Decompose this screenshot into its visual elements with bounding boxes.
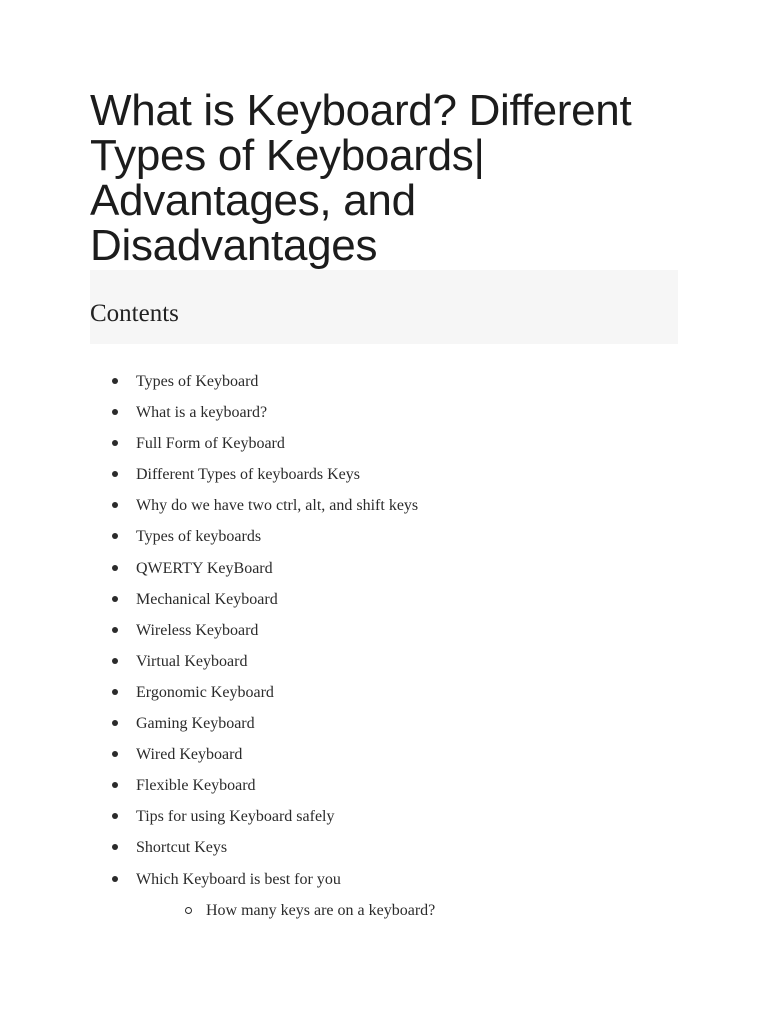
toc-item-label[interactable]: Full Form of Keyboard xyxy=(136,435,285,453)
toc-item[interactable] xyxy=(108,677,668,708)
bullet-icon xyxy=(112,440,118,446)
table-of-contents xyxy=(108,366,668,926)
bullet-icon xyxy=(112,658,118,664)
bullet-icon xyxy=(112,751,118,757)
bullet-icon xyxy=(112,720,118,726)
bullet-icon xyxy=(112,502,118,508)
bullet-icon xyxy=(112,876,118,882)
page-title: What is Keyboard? Different Types of Keyboards| Advantages, and Disadvantages xyxy=(90,86,632,270)
toc-item[interactable] xyxy=(108,708,668,739)
toc-item[interactable] xyxy=(108,366,668,397)
bullet-icon xyxy=(112,813,118,819)
toc-item-label[interactable]: Tips for using Keyboard safely xyxy=(136,808,335,826)
toc-item[interactable] xyxy=(108,770,668,801)
bullet-icon xyxy=(112,844,118,850)
bullet-icon xyxy=(112,782,118,788)
toc-sub-item[interactable] xyxy=(108,895,668,926)
toc-item[interactable] xyxy=(108,739,668,770)
bullet-icon xyxy=(112,627,118,633)
toc-item-label[interactable]: QWERTY KeyBoard xyxy=(136,559,273,577)
toc-item-label[interactable]: Flexible Keyboard xyxy=(136,777,256,795)
toc-item-label[interactable]: Mechanical Keyboard xyxy=(136,590,278,608)
toc-item[interactable] xyxy=(108,459,668,490)
bullet-icon xyxy=(112,596,118,602)
toc-item-label[interactable]: Types of keyboards xyxy=(136,528,262,546)
toc-item[interactable] xyxy=(108,615,668,646)
toc-item-label[interactable]: Shortcut Keys xyxy=(136,839,228,857)
toc-item-label[interactable]: Wireless Keyboard xyxy=(136,621,259,639)
bullet-icon xyxy=(112,409,118,415)
toc-item[interactable] xyxy=(108,521,668,552)
toc-item-label[interactable]: Wired Keyboard xyxy=(136,746,243,764)
toc-item-label[interactable]: Why do we have two ctrl, alt, and shift keys xyxy=(136,497,419,515)
toc-item[interactable] xyxy=(108,864,668,895)
toc-item[interactable] xyxy=(108,397,668,428)
toc-item[interactable] xyxy=(108,646,668,677)
toc-item[interactable] xyxy=(108,490,668,521)
bullet-icon xyxy=(112,471,118,477)
toc-item-label[interactable]: What is a keyboard? xyxy=(136,404,268,422)
toc-item[interactable] xyxy=(108,801,668,832)
toc-item-label[interactable]: Virtual Keyboard xyxy=(136,652,248,670)
toc-item[interactable] xyxy=(108,832,668,863)
contents-heading: Contents xyxy=(90,300,179,327)
toc-item[interactable] xyxy=(108,553,668,584)
toc-item-label[interactable]: Gaming Keyboard xyxy=(136,715,255,733)
toc-item[interactable] xyxy=(108,584,668,615)
bullet-icon xyxy=(112,378,118,384)
hollow-bullet-icon xyxy=(185,907,192,914)
bullet-icon xyxy=(112,565,118,571)
toc-item-label[interactable]: Different Types of keyboards Keys xyxy=(136,466,361,484)
toc-sub-item-label[interactable]: How many keys are on a keyboard? xyxy=(206,901,436,919)
bullet-icon xyxy=(112,533,118,539)
bullet-icon xyxy=(112,689,118,695)
toc-item[interactable] xyxy=(108,428,668,459)
toc-item-label[interactable]: Ergonomic Keyboard xyxy=(136,683,274,701)
table-of-contents-header xyxy=(90,270,678,344)
toc-item-label[interactable]: Which Keyboard is best for you xyxy=(136,870,341,888)
toc-item-label[interactable]: Types of Keyboard xyxy=(136,373,259,390)
